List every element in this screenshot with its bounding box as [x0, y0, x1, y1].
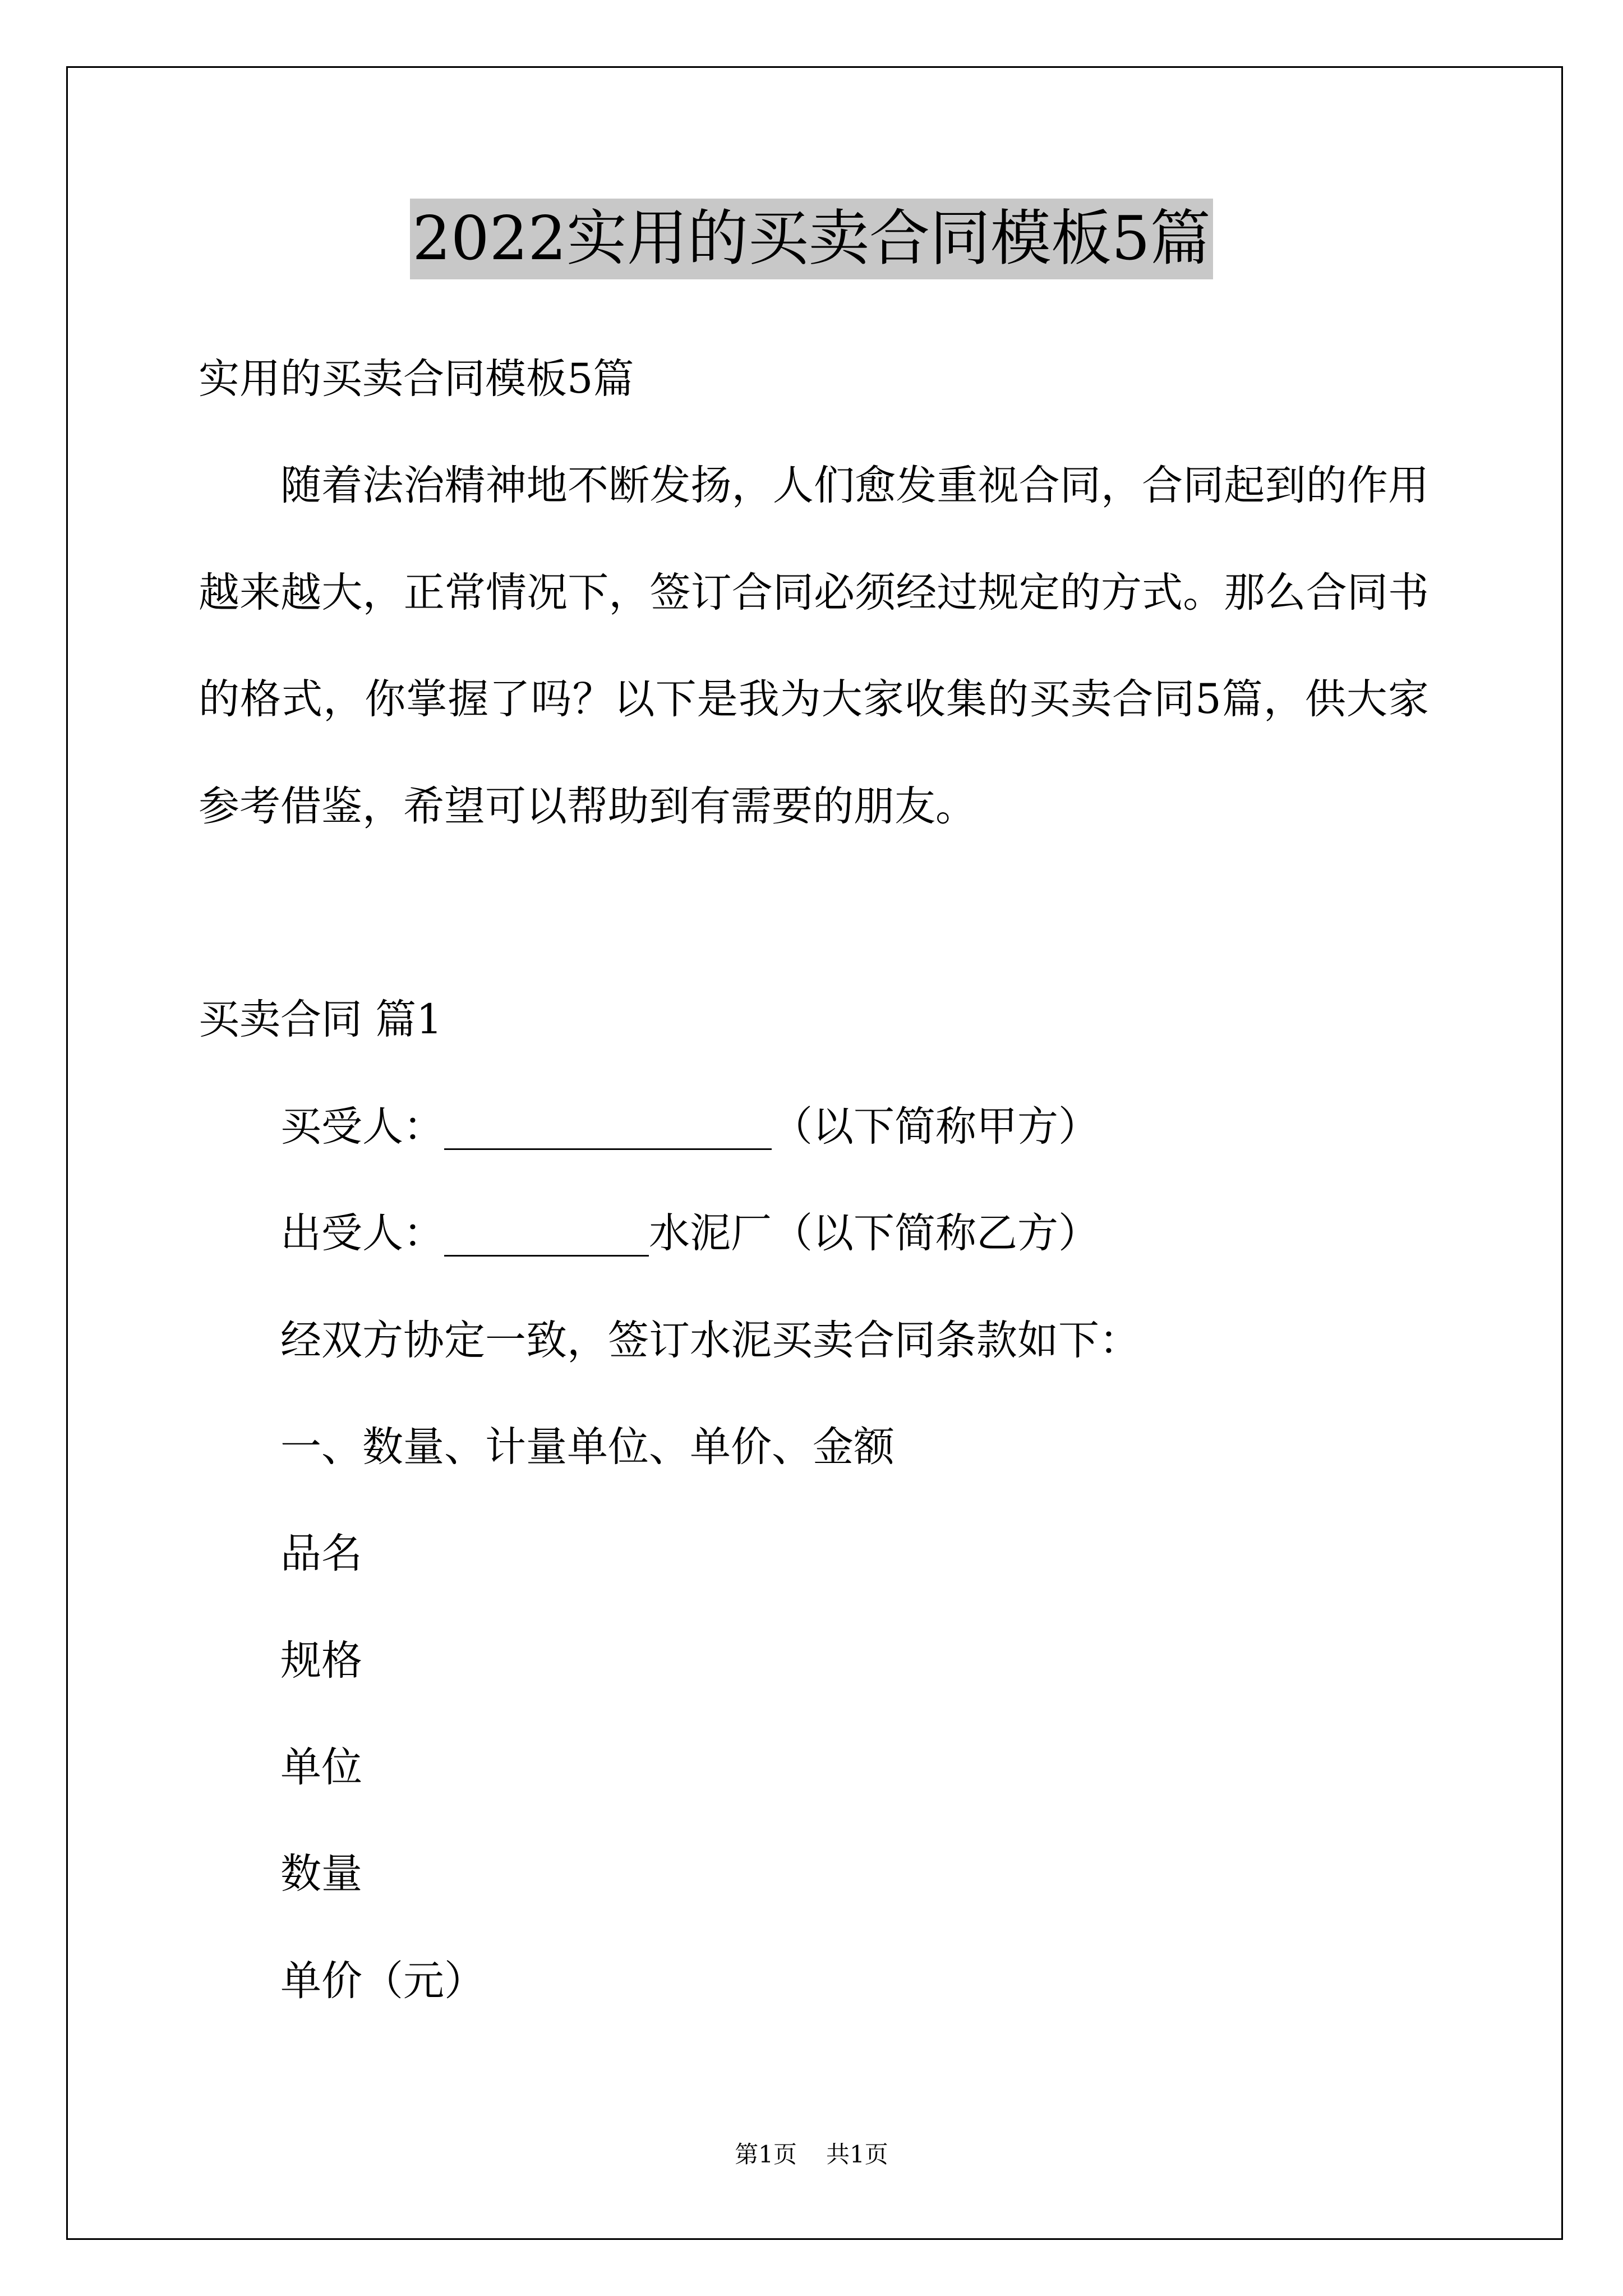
seller-line: 出受人：__________水泥厂（以下简称乙方）: [280, 1209, 1099, 1258]
intro-line: 越来越大，正常情况下，签订合同必须经过规定的方式。那么合同书: [199, 568, 1429, 616]
field-label-unit: 单位: [280, 1743, 362, 1792]
intro-line: 随着法治精神地不断发扬，人们愈发重视合同，合同起到的作用: [280, 462, 1429, 510]
buyer-line: 买受人：________________（以下简称甲方）: [280, 1102, 1099, 1151]
field-label-product-name: 品名: [280, 1530, 362, 1578]
intro-line: 的格式，你掌握了吗？以下是我为大家收集的买卖合同5篇，供大家: [199, 675, 1429, 724]
document-title: 2022实用的买卖合同模板5篇: [410, 199, 1213, 279]
page-total: 共1页: [826, 2141, 888, 2168]
page-number: 第1页: [735, 2141, 797, 2168]
agreement-line: 经双方协定一致，签订水泥买卖合同条款如下：: [280, 1316, 1140, 1364]
document-body: [199, 326, 1429, 2035]
subtitle: 实用的买卖合同模板5篇: [199, 355, 634, 403]
field-label-quantity: 数量: [280, 1850, 362, 1898]
blank-line: [199, 860, 1429, 967]
section-heading: 买卖合同 篇1: [199, 996, 442, 1044]
intro-line: 参考借鉴，希望可以帮助到有需要的朋友。: [199, 782, 976, 830]
clause-heading: 一、数量、计量单位、单价、金额: [280, 1423, 895, 1471]
title-row: [0, 199, 1623, 279]
field-label-unit-price: 单价（元）: [280, 1957, 485, 2005]
page-footer: [0, 2137, 1623, 2172]
field-label-specification: 规格: [280, 1636, 362, 1685]
